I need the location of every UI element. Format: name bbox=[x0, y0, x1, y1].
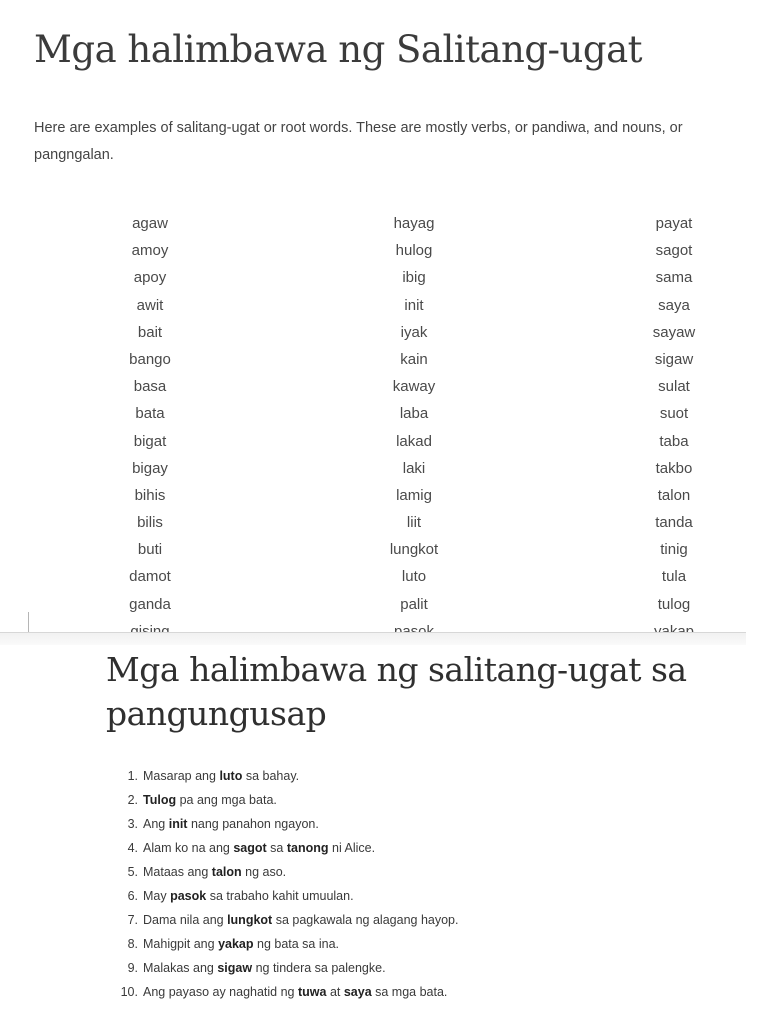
word-column-2 bbox=[344, 210, 484, 645]
root-word-highlight: tuwa bbox=[297, 985, 327, 999]
sentence-text: Dama nila ang bbox=[143, 913, 228, 927]
root-word: hayag bbox=[393, 215, 435, 232]
sentence-number: 2. bbox=[127, 793, 138, 807]
root-word: takbo bbox=[655, 459, 693, 477]
root-word: bihis bbox=[134, 486, 166, 504]
intro-paragraph: Here are examples of salitang-ugat or root words. These are mostly verbs, or pandiwa, and nouns, or pangngalan. bbox=[34, 120, 683, 163]
root-word: bait bbox=[137, 323, 163, 341]
root-word: buti bbox=[137, 541, 163, 559]
sentence-text: Ang bbox=[143, 817, 169, 831]
sentence-number: 6. bbox=[127, 889, 138, 903]
page-title: Mga halimbawa ng Salitang-ugat bbox=[34, 28, 643, 71]
sentence-text: May bbox=[143, 889, 171, 903]
sentence-text: Alam ko na ang bbox=[143, 841, 234, 855]
root-word: lamig bbox=[396, 486, 432, 504]
root-word: bilis bbox=[137, 514, 163, 532]
root-word: basa bbox=[133, 378, 167, 396]
root-word-highlight: yakap bbox=[218, 937, 254, 951]
root-word-highlight: sigaw bbox=[217, 961, 253, 975]
root-word: laki bbox=[402, 459, 426, 477]
word-column-3 bbox=[604, 210, 744, 645]
root-word-highlight: saya bbox=[343, 985, 372, 999]
root-word: palit bbox=[400, 595, 428, 613]
root-word: kaway bbox=[392, 378, 436, 396]
root-word: bigat bbox=[133, 432, 167, 450]
root-word: agaw bbox=[132, 215, 168, 232]
root-word-highlight: talon bbox=[211, 865, 242, 879]
root-word: tinig bbox=[660, 541, 688, 559]
root-word: payat bbox=[655, 215, 693, 232]
root-word: bango bbox=[129, 350, 171, 368]
sentence-text: sa trabaho kahit umuulan. bbox=[206, 889, 354, 903]
sentence-text: ng aso. bbox=[241, 865, 287, 879]
root-word: lakad bbox=[396, 432, 432, 450]
root-word: ganda bbox=[129, 595, 171, 613]
root-word: saya bbox=[658, 296, 690, 314]
root-word: damot bbox=[129, 568, 171, 586]
sentence-item bbox=[110, 836, 458, 860]
example-sentences-list bbox=[110, 764, 458, 1004]
root-word: tula bbox=[661, 568, 687, 586]
sentence-text: Malakas ang bbox=[143, 961, 218, 975]
sentence-item bbox=[110, 788, 458, 812]
root-word: amoy bbox=[131, 242, 169, 260]
sentence-text: ng bata sa ina. bbox=[253, 937, 339, 951]
root-word: taba bbox=[659, 432, 689, 450]
sentence-text: Masarap ang bbox=[143, 769, 220, 783]
root-word-highlight: luto bbox=[219, 769, 243, 783]
sentence-item bbox=[110, 956, 458, 980]
sentence-number: 9. bbox=[127, 961, 138, 975]
root-word: hulog bbox=[395, 242, 433, 260]
sentence-text: Ang payaso ay naghatid ng bbox=[143, 985, 298, 999]
sentence-item bbox=[110, 908, 458, 932]
root-words-table bbox=[0, 210, 768, 640]
root-word: init bbox=[404, 296, 424, 314]
sentence-number: 1. bbox=[127, 769, 138, 783]
sentence-text: sa bbox=[266, 841, 287, 855]
root-word-highlight: sagot bbox=[233, 841, 267, 855]
sentence-number: 3. bbox=[127, 817, 138, 831]
sentence-text: ng tindera sa palengke. bbox=[252, 961, 386, 975]
sentence-number: 5. bbox=[127, 865, 138, 879]
root-word: ibig bbox=[402, 269, 426, 287]
root-word: sayaw bbox=[652, 323, 696, 341]
root-word-highlight: pasok bbox=[170, 889, 207, 903]
root-word: bigay bbox=[132, 459, 168, 477]
root-word: lungkot bbox=[389, 541, 439, 559]
sentence-text: ni Alice. bbox=[328, 841, 376, 855]
root-word: tanda bbox=[655, 514, 693, 532]
root-word: sigaw bbox=[654, 350, 694, 368]
root-word: apoy bbox=[133, 269, 167, 287]
sentence-item bbox=[110, 980, 458, 1004]
page-divider bbox=[0, 632, 746, 645]
section-title: Mga halimbawa ng salitang-ugat sa pangungusap bbox=[106, 650, 687, 733]
root-word: sulat bbox=[658, 378, 690, 396]
sentence-item bbox=[110, 860, 458, 884]
root-word: tulog bbox=[657, 595, 691, 613]
sentence-number: 4. bbox=[127, 841, 138, 855]
root-word: luto bbox=[401, 568, 427, 586]
root-word-highlight: Tulog bbox=[143, 793, 177, 807]
root-word: bata bbox=[135, 405, 165, 423]
sentence-item bbox=[110, 764, 458, 788]
sentence-text: sa mga bata. bbox=[371, 985, 448, 999]
sentence-item bbox=[110, 884, 458, 908]
sentence-text: at bbox=[326, 985, 344, 999]
root-word: suot bbox=[659, 405, 689, 423]
root-word: laba bbox=[399, 405, 429, 423]
root-word-highlight: tanong bbox=[286, 841, 329, 855]
root-word: kain bbox=[400, 350, 428, 368]
root-word: iyak bbox=[400, 323, 428, 341]
root-word: talon bbox=[657, 486, 691, 504]
sentence-text: sa pagkawala ng alagang hayop. bbox=[272, 913, 459, 927]
root-word: awit bbox=[136, 296, 164, 314]
sentence-item bbox=[110, 812, 458, 836]
sentence-text: pa ang mga bata. bbox=[176, 793, 277, 807]
sentence-number: 7. bbox=[127, 913, 138, 927]
sentence-item bbox=[110, 932, 458, 956]
sentence-text: Mahigpit ang bbox=[143, 937, 219, 951]
sentence-number: 8. bbox=[127, 937, 138, 951]
root-word-highlight: lungkot bbox=[227, 913, 273, 927]
sentence-text: sa bahay. bbox=[242, 769, 300, 783]
sentence-text: nang panahon ngayon. bbox=[187, 817, 319, 831]
root-word: sama bbox=[655, 269, 693, 287]
root-word-highlight: init bbox=[168, 817, 188, 831]
root-word: liit bbox=[406, 514, 422, 532]
sentence-text: Mataas ang bbox=[143, 865, 212, 879]
word-column-1 bbox=[80, 210, 220, 645]
root-word: sagot bbox=[655, 242, 693, 260]
sentence-number: 10. bbox=[120, 985, 138, 999]
